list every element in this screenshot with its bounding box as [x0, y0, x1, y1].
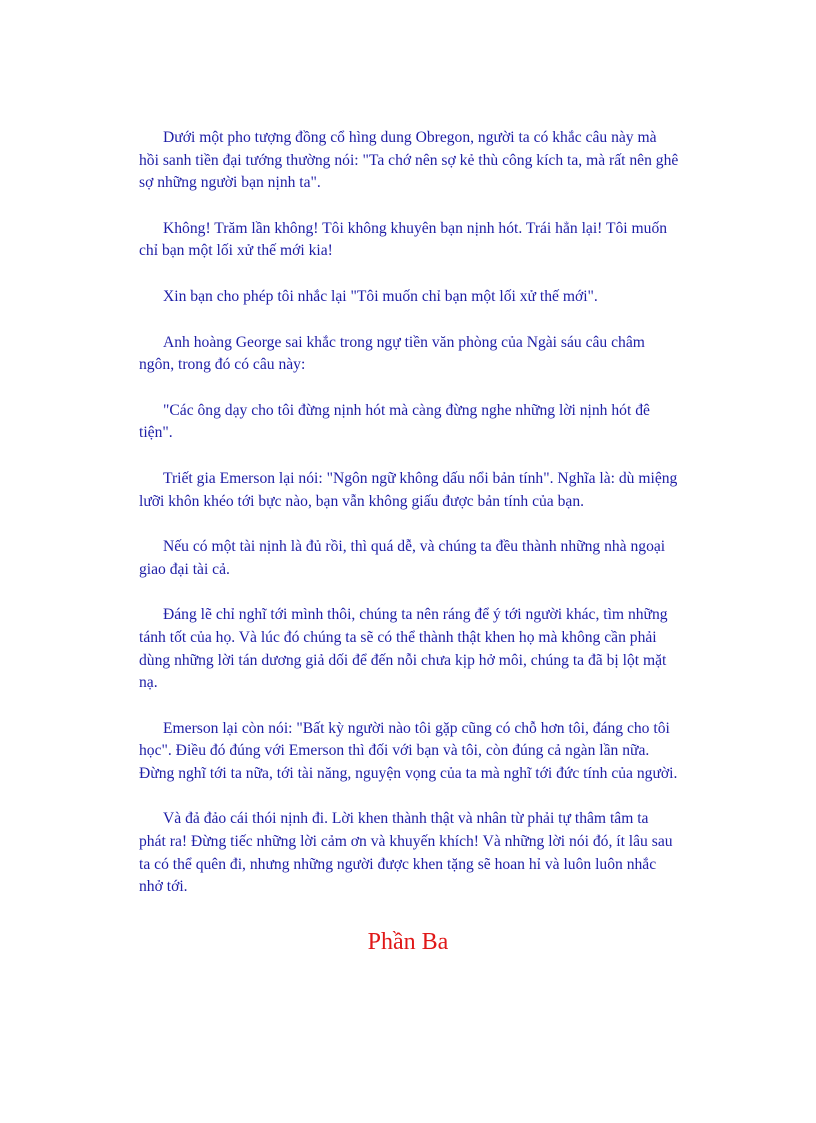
paragraph-obregon-quote: Dưới một pho tượng đồng cổ hìng dung Obregon, người ta có khắc câu này mà hồi sanh tiền đại tướng thường nói: "Ta chớ nên sợ kẻ thù công kích ta, mà rất nên ghê sợ những người bạn nịnh ta".	[139, 129, 679, 192]
paragraph-maxim-quote: "Các ông dạy cho tôi đừng nịnh hót mà càng đừng nghe những lời nịnh hót đê tiện".	[139, 401, 650, 442]
paragraph-emerson-language: Triết gia Emerson lại nói: "Ngôn ngữ không dấu nổi bản tính". Nghĩa là: dù miệng lưỡi khôn khéo tới bực nào, bạn vẫn không giấu được bản tính của bạn.	[139, 469, 678, 510]
paragraph-sincere-praise: Và đả đảo cái thói nịnh đi. Lời khen thành thật và nhân từ phải tự thâm tâm ta phát ra! Đừng tiếc những lời cảm ơn và khuyến khích! Và những lời nói đó, ít lâu sau ta có thể quên đi, nhưng những người được khen tặng sẽ hoan hỉ và luôn luôn nhắc nhở tới.	[139, 810, 673, 896]
paragraph-emerson-learn: Emerson lại còn nói: "Bất kỳ người nào tôi gặp cũng có chỗ hơn tôi, đáng cho tôi học". Điều đó đúng với Emerson thì đối với bạn và tôi, còn đúng cả ngàn lần nữa. Đừng nghĩ tới ta nữa, tới tài năng, nguyện vọng của ta mà nghĩ tới đức tính của người.	[139, 719, 678, 782]
paragraph-repeat-request: Xin bạn cho phép tôi nhắc lại "Tôi muốn chỉ bạn một lối xử thế mới".	[163, 287, 598, 305]
paragraph-diplomats: Nếu có một tài nịnh là đủ rồi, thì quá dễ, và chúng ta đều thành những nhà ngoại giao đại tài cả.	[139, 538, 666, 578]
paragraph-not-flattery: Không! Trăm lần không! Tôi không khuyên bạn nịnh hót. Trái hẳn lại! Tôi muốn chỉ bạn một lối xử thế mới kia!	[139, 219, 668, 260]
paragraph-think-of-others: Đáng lẽ chỉ nghĩ tới mình thôi, chúng ta nên ráng để ý tới người khác, tìm những tánh tốt của họ. Và lúc đó chúng ta sẽ có thể thành thật khen họ mà không cần phải dùng những lời tán dương giả dối để đến nỗi chưa kịp hở môi, chúng ta đã bị lột mặt nạ.	[139, 606, 668, 692]
body-text	[139, 127, 679, 922]
section-heading: Phần Ba	[367, 929, 449, 955]
paragraph-king-george: Anh hoàng George sai khắc trong ngự tiền văn phòng của Ngài sáu câu châm ngôn, trong đó có câu này:	[139, 333, 645, 374]
